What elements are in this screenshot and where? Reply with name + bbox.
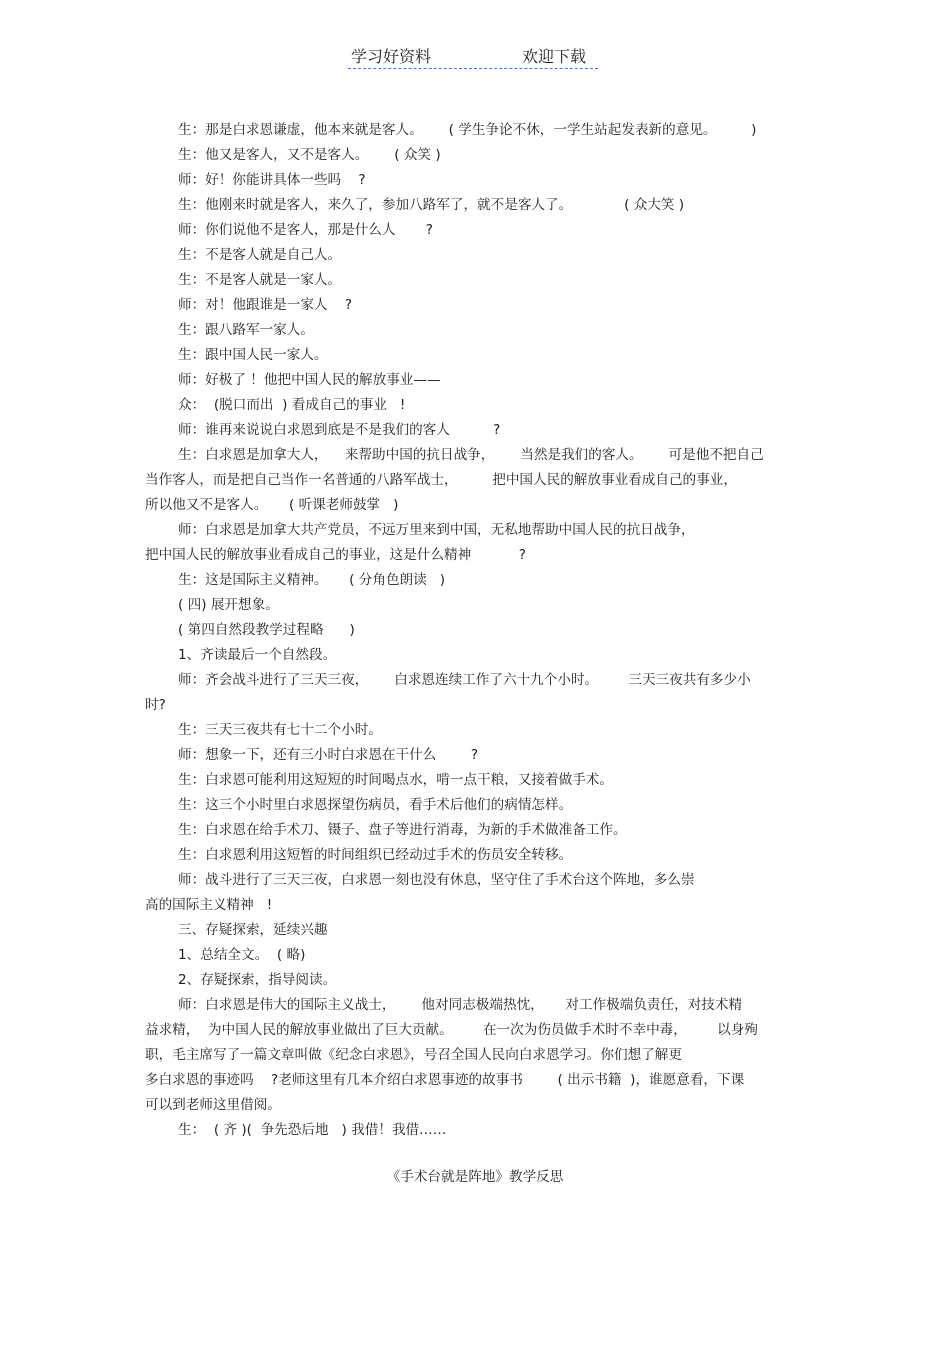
text-line: 时? — [145, 697, 166, 713]
text-line: 师：齐会战斗进行了三天三夜， 白求恩连续工作了六十九个小时。 三天三夜共有多少小 — [178, 672, 751, 688]
text-line: 生：跟八路军一家人。 — [178, 322, 314, 338]
header-right-text: 欢迎下载 — [522, 47, 587, 66]
text-line: 师：战斗进行了三天三夜，白求恩一刻也没有休息，坚守住了手术台这个阵地，多么崇 — [178, 872, 695, 888]
text-line: 生：白求恩在给手术刀、镊子、盘子等进行消毒，为新的手术做准备工作。 — [178, 822, 627, 838]
text-line: 2、存疑探索，指导阅读。 — [178, 972, 337, 988]
text-line: 益求精， 为中国人民的解放事业做出了巨大贡献。 在一次为伤员做手术时不幸中毒， 以身殉 — [145, 1022, 758, 1038]
text-line: 生：他刚来时就是客人，来久了，参加八路军了，就不是客人了。 ( 众大笑 ) — [178, 197, 685, 213]
text-line: 1、齐读最后一个自然段。 — [178, 647, 337, 663]
text-line: 师：好！你能讲具体一些吗 ? — [178, 172, 366, 188]
text-line: 生：这是国际主义精神。 ( 分角色朗读 ) — [178, 572, 445, 588]
section-title: 《手术台就是阵地》教学反思 — [386, 1169, 564, 1185]
text-line: ( 第四自然段教学过程略 ) — [178, 622, 355, 638]
text-line: 生：三天三夜共有七十二个小时。 — [178, 722, 382, 738]
text-line: 师：好极了 ！他把中国人民的解放事业—— — [178, 372, 441, 388]
text-line: 师：你们说他不是客人，那是什么人 ? — [178, 222, 433, 238]
text-line: 当作客人，而是把自己当作一名普通的八路军战士， 把中国人民的解放事业看成自己的事业， — [145, 472, 737, 488]
text-line: 师：谁再来说说白求恩到底是不是我们的客人 ? — [178, 422, 501, 438]
text-line: ( 四) 展开想象。 — [178, 597, 279, 613]
text-line: 生：白求恩利用这短暂的时间组织已经动过手术的伤员安全转移。 — [178, 847, 573, 863]
text-line: 可以到老师这里借阅。 — [145, 1097, 281, 1113]
text-line: 1、总结全文。 ( 略) — [178, 947, 306, 963]
text-line: 职，毛主席写了一篇文章叫做《纪念白求恩》，号召全国人民向白求恩学习。你们想了解更 — [145, 1047, 682, 1063]
text-line: 生：这三个小时里白求恩探望伤病员，看手术后他们的病情怎样。 — [178, 797, 573, 813]
document-body — [145, 118, 810, 1143]
text-line: 生： ( 齐 )( 争先恐后地 ) 我借！我借…… — [178, 1122, 447, 1138]
text-line: 高的国际主义精神 ! — [145, 897, 273, 913]
text-line: 三、存疑探索，延续兴趣 — [178, 922, 328, 938]
text-line: 师：白求恩是加拿大共产党员，不远万里来到中国，无私地帮助中国人民的抗日战争， — [178, 522, 695, 538]
text-line: 生：白求恩是加拿大人， 来帮助中国的抗日战争， 当然是我们的客人。 可是他不把自己 — [178, 447, 764, 463]
page-header — [348, 42, 598, 69]
text-line: 把中国人民的解放事业看成自己的事业，这是什么精神 ? — [145, 547, 526, 563]
text-line: 生：不是客人就是一家人。 — [178, 272, 342, 288]
text-line: 师：对！他跟谁是一家人 ? — [178, 297, 353, 313]
text-line: 生：他又是客人，又不是客人。 ( 众笑 ) — [178, 147, 441, 163]
header-left-text: 学习好资料 — [351, 47, 432, 66]
text-line: 师：想象一下，还有三小时白求恩在干什么 ? — [178, 747, 479, 763]
text-line: 师：白求恩是伟大的国际主义战士， 他对同志极端热忱， 对工作极端负责任，对技术精 — [178, 997, 743, 1013]
text-line: 众： (脱口而出 ) 看成自己的事业 ! — [178, 397, 406, 413]
text-line: 生：那是白求恩谦虚，他本来就是客人。 ( 学生争论不休，一学生站起发表新的意见。 ) — [178, 122, 757, 138]
text-line: 所以他又不是客人。 ( 听课老师鼓掌 ) — [145, 497, 399, 513]
text-line: 生：白求恩可能利用这短短的时间喝点水，啃一点干粮，又接着做手术。 — [178, 772, 613, 788]
text-line: 生：跟中国人民一家人。 — [178, 347, 328, 363]
text-line: 生：不是客人就是自己人。 — [178, 247, 342, 263]
text-line: 多白求恩的事迹吗 ?老师这里有几本介绍白求恩事迹的故事书 ( 出示书籍 )，谁愿意看，下课 — [145, 1072, 745, 1088]
